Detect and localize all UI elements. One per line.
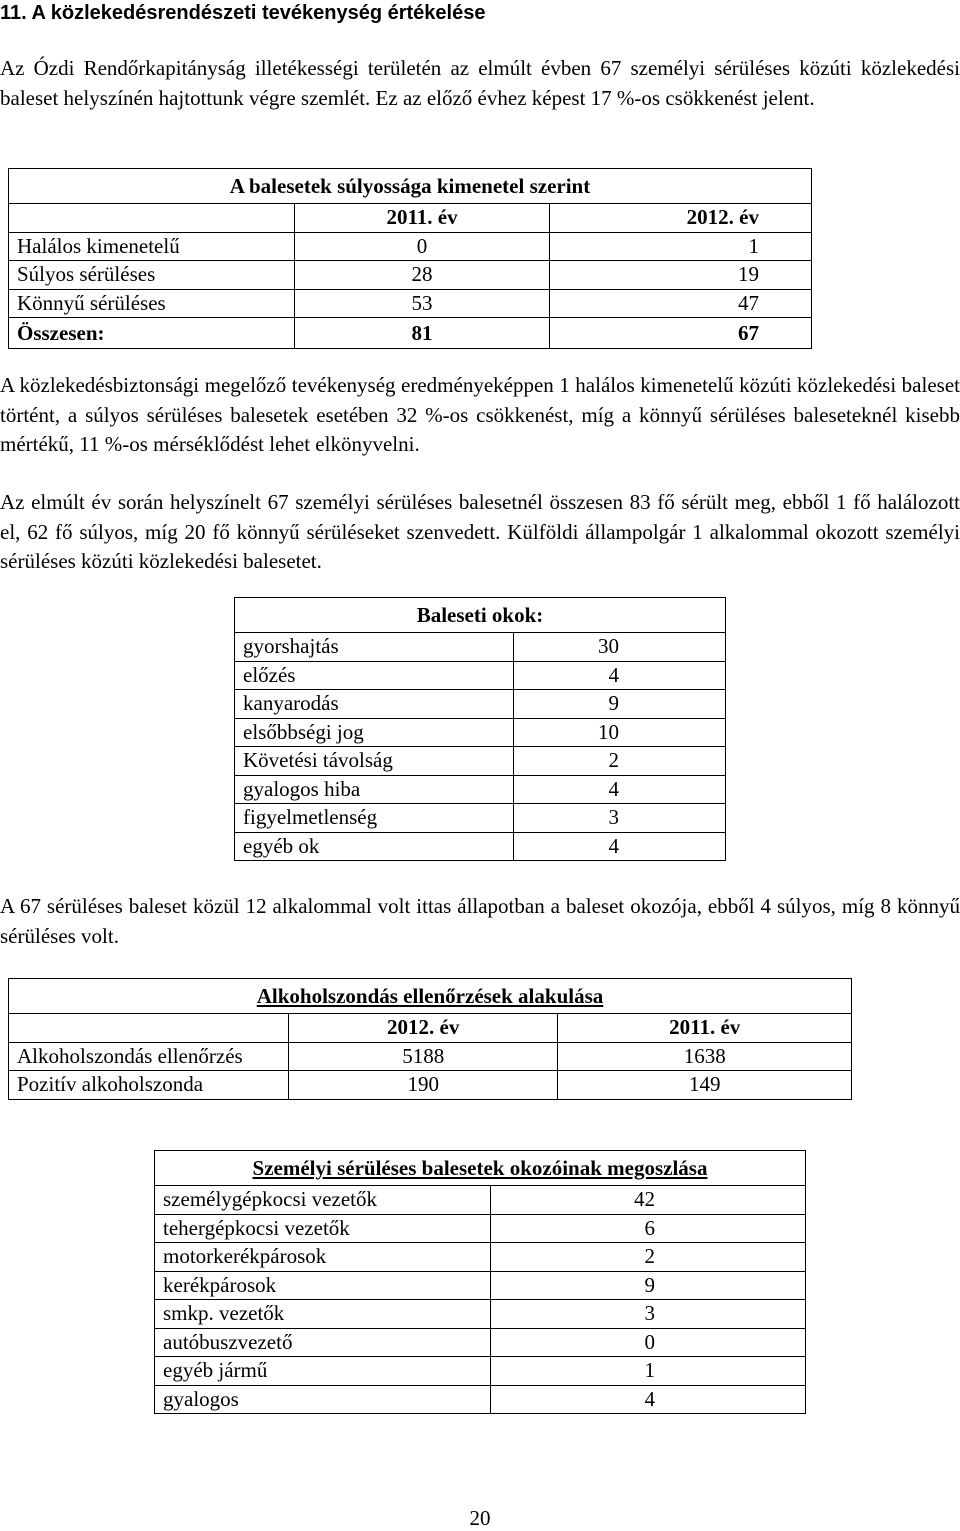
table-row — [235, 747, 726, 776]
table-cell: 6 — [490, 1214, 805, 1243]
section-heading: 11. A közlekedésrendészeti tevékenység értékelése — [0, 2, 486, 24]
row-label: Súlyos sérüléses — [9, 261, 295, 290]
table-header-row — [9, 1014, 852, 1043]
table-row — [9, 1042, 852, 1071]
row-label: elsőbbségi jog — [235, 718, 514, 747]
table-row — [155, 1300, 806, 1329]
row-label: gyorshajtás — [235, 633, 514, 662]
row-label: Pozitív alkoholszonda — [9, 1071, 289, 1100]
total-cell: 67 — [550, 318, 812, 349]
page-number: 20 — [469, 1506, 491, 1530]
table-row — [9, 232, 812, 261]
table-row — [235, 832, 726, 861]
table-cell: 2 — [490, 1243, 805, 1272]
table-row — [155, 1357, 806, 1386]
table-row — [155, 1243, 806, 1272]
table-cell: 4 — [514, 775, 726, 804]
table-cell: 1638 — [558, 1042, 852, 1071]
table-title: Alkoholszondás ellenőrzések alakulása — [9, 979, 852, 1014]
table-row — [155, 1271, 806, 1300]
table-total-row — [9, 318, 812, 349]
table-cell: 47 — [550, 289, 812, 318]
table-title-row — [235, 598, 726, 633]
table-cell: 9 — [490, 1271, 805, 1300]
table-row — [235, 661, 726, 690]
row-label: Követési távolság — [235, 747, 514, 776]
table-cell: 5188 — [288, 1042, 558, 1071]
row-label: előzés — [235, 661, 514, 690]
table-row — [235, 633, 726, 662]
alcohol-table — [8, 978, 852, 1100]
table-cell: 4 — [514, 661, 726, 690]
table-header-cell — [9, 1014, 289, 1043]
row-label: személygépkocsi vezetők — [155, 1186, 491, 1215]
table-row — [235, 775, 726, 804]
table-cell: 190 — [288, 1071, 558, 1100]
table-row — [235, 690, 726, 719]
table-cell: 28 — [294, 261, 550, 290]
table-title-row — [9, 979, 852, 1014]
intro-paragraph: Az Ózdi Rendőrkapitányság illetékességi területén az elmúlt évben 67 személyi sérüléses közúti közlekedési baleset helyszínén hajtottunk végre szemlét. Ez az előző évhez képest 17 %-os csökkenést jelent. — [0, 56, 960, 110]
row-label: kerékpárosok — [155, 1271, 491, 1300]
table-header-cell: 2012. év — [288, 1014, 558, 1043]
table-cell: 10 — [514, 718, 726, 747]
prevention-paragraph: A közlekedésbiztonsági megelőző tevékenység eredményeképpen 1 halálos kimenetelű közúti közlekedési baleset történt, a súlyos sérüléses balesetek esetében 32 %-os csökkenést, míg a könnyű sérüléses baleseteknél kisebb mértékű, 11 %-os mérséklődést lehet elkönyvelni. — [0, 373, 960, 456]
table-title: Személyi sérüléses balesetek okozóinak megoszlása — [155, 1151, 806, 1186]
row-label: Könnyű sérüléses — [9, 289, 295, 318]
table-cell: 42 — [490, 1186, 805, 1215]
table-cell: 1 — [550, 232, 812, 261]
causes-table — [234, 597, 726, 861]
table-cell: 4 — [490, 1385, 805, 1414]
row-label: smkp. vezetők — [155, 1300, 491, 1329]
injuries-paragraph: Az elmúlt év során helyszínelt 67 személyi sérüléses balesetnél összesen 83 fő sérült meg, ebből 1 fő halálozott el, 62 fő súlyos, míg 20 fő könnyű sérüléseket szenvedett. Külföldi állampolgár 1 alkalommal okozott személyi sérüléses közúti közlekedési balesetet. — [0, 490, 960, 573]
table-cell: 2 — [514, 747, 726, 776]
row-label: gyalogos hiba — [235, 775, 514, 804]
table-row — [235, 804, 726, 833]
table-cell: 53 — [294, 289, 550, 318]
table-header-cell: 2011. év — [294, 204, 550, 233]
row-label: figyelmetlenség — [235, 804, 514, 833]
table-header-cell — [9, 204, 295, 233]
table-header-cell: 2011. év — [558, 1014, 852, 1043]
row-label: motorkerékpárosok — [155, 1243, 491, 1272]
row-label: Halálos kimenetelű — [9, 232, 295, 261]
table-cell: 3 — [514, 804, 726, 833]
table-row — [155, 1385, 806, 1414]
table-title-row — [9, 169, 812, 204]
table-cell: 149 — [558, 1071, 852, 1100]
table-header-row — [9, 204, 812, 233]
table-row — [9, 1071, 852, 1100]
table-title: Baleseti okok: — [235, 598, 726, 633]
table-header-cell: 2012. év — [550, 204, 812, 233]
table-cell: 0 — [490, 1328, 805, 1357]
table-row — [235, 718, 726, 747]
severity-table — [8, 168, 812, 349]
table-cell: 30 — [514, 633, 726, 662]
table-cell: 1 — [490, 1357, 805, 1386]
table-row — [155, 1328, 806, 1357]
table-cell: 19 — [550, 261, 812, 290]
row-label: Alkoholszondás ellenőrzés — [9, 1042, 289, 1071]
causers-table — [154, 1150, 806, 1414]
drunk-driving-paragraph: A 67 sérüléses baleset közül 12 alkalommal volt ittas állapotban a baleset okozója, ebből 4 súlyos, míg 8 könnyű sérüléses volt. — [0, 894, 960, 948]
row-label: tehergépkocsi vezetők — [155, 1214, 491, 1243]
row-label: kanyarodás — [235, 690, 514, 719]
total-label: Összesen: — [9, 318, 295, 349]
table-row — [9, 289, 812, 318]
table-row — [155, 1186, 806, 1215]
table-cell: 9 — [514, 690, 726, 719]
row-label: gyalogos — [155, 1385, 491, 1414]
row-label: autóbuszvezető — [155, 1328, 491, 1357]
table-title-row — [155, 1151, 806, 1186]
total-cell: 81 — [294, 318, 550, 349]
row-label: egyéb jármű — [155, 1357, 491, 1386]
row-label: egyéb ok — [235, 832, 514, 861]
table-title: A balesetek súlyossága kimenetel szerint — [9, 169, 812, 204]
table-cell: 3 — [490, 1300, 805, 1329]
table-row — [9, 261, 812, 290]
table-cell: 0 — [294, 232, 550, 261]
table-row — [155, 1214, 806, 1243]
table-cell: 4 — [514, 832, 726, 861]
